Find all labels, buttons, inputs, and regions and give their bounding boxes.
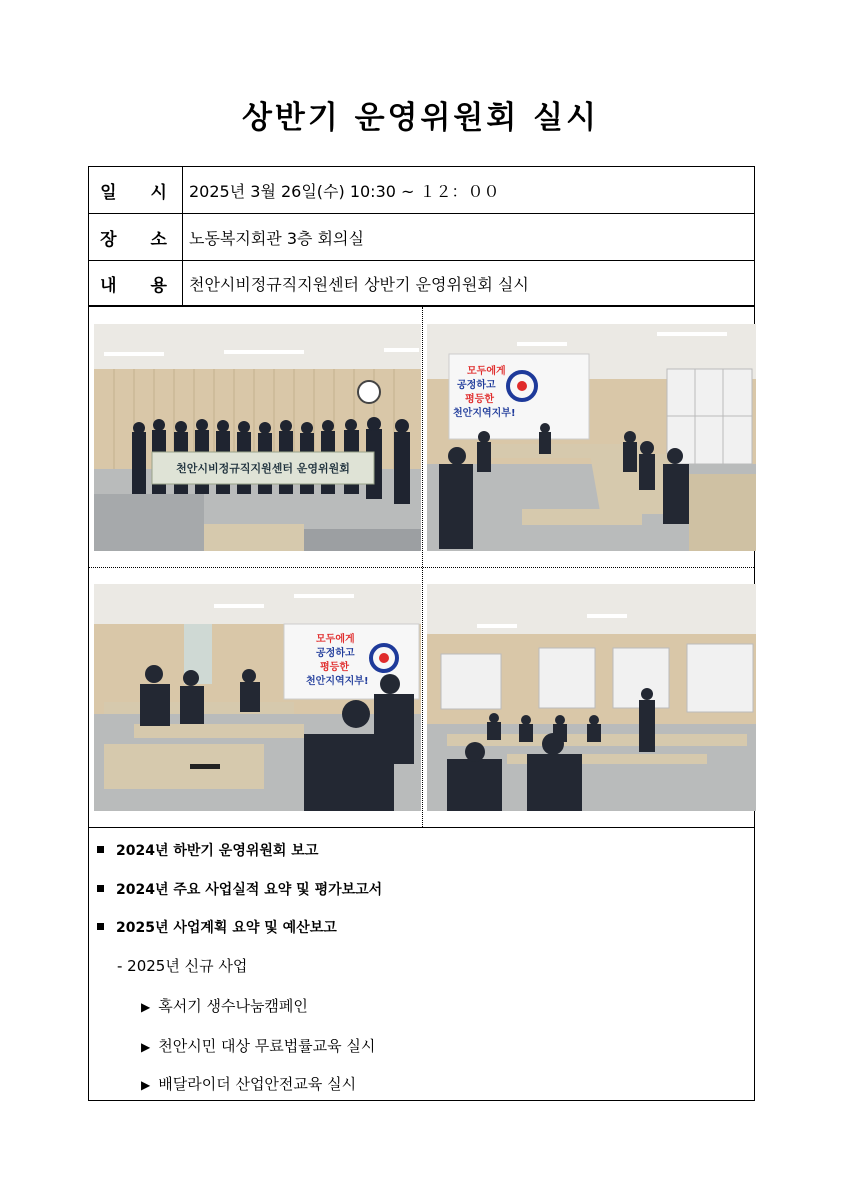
- date-label: 일 시: [89, 167, 183, 213]
- agenda-item: [97, 917, 337, 937]
- project-item: [141, 995, 308, 1016]
- content-row: [89, 261, 754, 307]
- photo-grid: [89, 307, 754, 828]
- triangle-bullet-icon: ▶: [141, 1078, 151, 1092]
- banner-text: 천안시비정규직지원센터 운영위원회: [176, 462, 350, 475]
- report-table: [88, 166, 755, 1101]
- triangle-bullet-icon: ▶: [141, 1000, 151, 1014]
- project-item-text: 천안시민 대상 무료법률교육 실시: [158, 1037, 376, 1055]
- photo-group-banner: [94, 324, 421, 551]
- agenda-item-text: 2024년 주요 사업실적 요약 및 평가보고서: [116, 882, 383, 898]
- place-row: [89, 214, 754, 261]
- content-value: 천안시비정규직지원센터 상반기 운영위원회 실시: [189, 274, 529, 294]
- triangle-bullet-icon: ▶: [141, 1040, 151, 1054]
- project-item-text: 배달라이더 산업안전교육 실시: [158, 1075, 357, 1093]
- agenda-item-text: 2024년 하반기 운영위원회 보고: [116, 843, 319, 859]
- place-value: 노동복지회관 3층 회의실: [189, 228, 364, 248]
- photo-meeting-room-3: [427, 584, 756, 811]
- agenda-item: [97, 840, 318, 860]
- sign-text-8: 천안지역지부!: [306, 676, 369, 687]
- agenda-item-text: 2025년 사업계획 요약 및 예산보고: [116, 920, 337, 936]
- project-item-text: 혹서기 생수나눔캠페인: [158, 997, 308, 1015]
- sign-text-2: 공정하고: [457, 380, 496, 391]
- sign-text-4: 천안지역지부!: [453, 408, 516, 419]
- sign-text-3: 평등한: [465, 394, 494, 405]
- date-value: 2025년 3월 26일(수) 10:30 ~ １２：００: [189, 181, 500, 201]
- agenda-item: [97, 879, 382, 899]
- photo-divider-horizontal: [89, 567, 754, 568]
- sign-text-6: 공정하고: [316, 648, 355, 659]
- square-bullet-icon: [97, 885, 104, 892]
- project-item: [141, 1035, 375, 1056]
- sign-text-5: 모두에게: [316, 634, 355, 645]
- photo-meeting-room-2: [94, 584, 421, 811]
- page-title: 상반기 운영위원회 실시: [241, 100, 600, 136]
- new-projects-heading: - 2025년 신규 사업: [117, 957, 248, 975]
- content-label: 내 용: [89, 261, 183, 305]
- place-label: 장 소: [89, 214, 183, 260]
- date-row: [89, 167, 754, 214]
- photo-meeting-room-1: [427, 324, 756, 551]
- square-bullet-icon: [97, 846, 104, 853]
- sign-text-7: 평등한: [320, 662, 349, 673]
- square-bullet-icon: [97, 923, 104, 930]
- sign-text-1: 모두에게: [467, 366, 506, 377]
- project-item: [141, 1073, 356, 1094]
